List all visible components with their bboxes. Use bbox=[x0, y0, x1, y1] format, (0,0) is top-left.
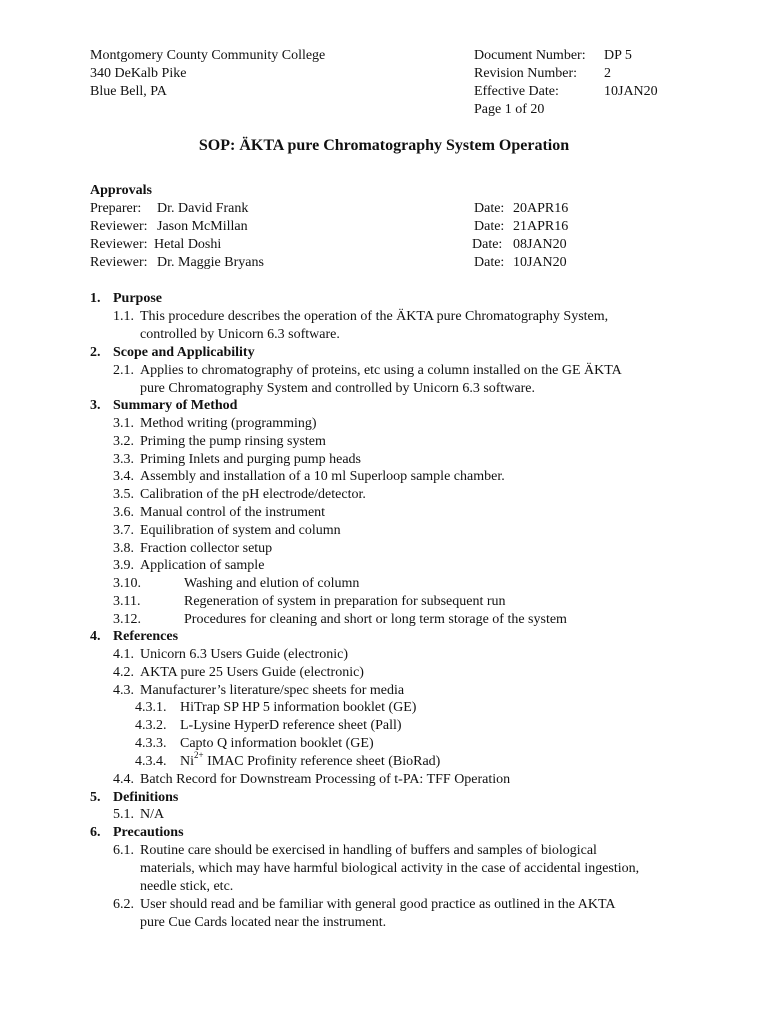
section-number: 3. bbox=[90, 398, 101, 413]
section-number: 5. bbox=[90, 790, 101, 805]
item-text: Applies to chromatography of proteins, etc using a column installed on the GE ÄKTA bbox=[140, 363, 622, 378]
item-number: 6.2. bbox=[113, 897, 134, 912]
item-number: 3.2. bbox=[113, 434, 134, 449]
section-title-scope: Scope and Applicability bbox=[113, 345, 255, 360]
approval-date-label: Date: bbox=[472, 237, 503, 252]
item-text: Application of sample bbox=[140, 558, 265, 573]
approval-role: Reviewer: bbox=[90, 237, 148, 252]
item-text: pure Cue Cards located near the instrument. bbox=[140, 915, 387, 930]
item-text: Batch Record for Downstream Processing of t-PA: TFF Operation bbox=[140, 772, 511, 787]
approval-name: Jason McMillan bbox=[157, 219, 248, 234]
item-number: 4.3. bbox=[113, 683, 134, 698]
item-text: Regeneration of system in preparation for subsequent run bbox=[184, 594, 506, 609]
approval-date: 08JAN20 bbox=[513, 237, 567, 252]
item-text: Assembly and installation of a 10 ml Superloop sample chamber. bbox=[140, 469, 505, 484]
subitem-text-rest: IMAC Profinity reference sheet (BioRad) bbox=[203, 754, 441, 769]
subitem-number: 4.3.4. bbox=[135, 754, 167, 769]
doc-number-value: DP 5 bbox=[604, 48, 632, 63]
subitem-text bbox=[180, 750, 441, 771]
item-number: 3.8. bbox=[113, 541, 134, 556]
section-title-summary: Summary of Method bbox=[113, 398, 238, 413]
item-number: 4.2. bbox=[113, 665, 134, 680]
approvals-heading: Approvals bbox=[90, 183, 152, 198]
item-number: 3.11. bbox=[113, 594, 141, 609]
item-text: Manufacturer’s literature/spec sheets for media bbox=[140, 683, 405, 698]
item-number: 4.1. bbox=[113, 647, 134, 662]
institution-address: 340 DeKalb Pike bbox=[90, 66, 187, 81]
item-number: 1.1. bbox=[113, 309, 134, 324]
item-text: needle stick, etc. bbox=[140, 879, 234, 894]
doc-number-label: Document Number: bbox=[474, 48, 586, 63]
item-number: 5.1. bbox=[113, 807, 134, 822]
item-text: N/A bbox=[140, 807, 165, 822]
nickel-symbol: Ni bbox=[180, 754, 194, 769]
item-number: 3.4. bbox=[113, 469, 134, 484]
revision-label: Revision Number: bbox=[474, 66, 578, 81]
item-text: Manual control of the instrument bbox=[140, 505, 326, 520]
item-text: User should read and be familiar with general good practice as outlined in the AKTA bbox=[140, 897, 616, 912]
approval-date-label: Date: bbox=[474, 201, 505, 216]
effective-date-label: Effective Date: bbox=[474, 84, 559, 99]
section-title-purpose: Purpose bbox=[113, 291, 162, 306]
item-text: pure Chromatography System and controlled by Unicorn 6.3 software. bbox=[140, 381, 536, 396]
approval-name: Hetal Doshi bbox=[154, 237, 222, 252]
item-text: AKTA pure 25 Users Guide (electronic) bbox=[140, 665, 364, 680]
item-number: 6.1. bbox=[113, 843, 134, 858]
approval-role: Reviewer: bbox=[90, 255, 148, 270]
item-text: Priming Inlets and purging pump heads bbox=[140, 452, 361, 467]
section-title-definitions: Definitions bbox=[113, 790, 179, 805]
section-title-precautions: Precautions bbox=[113, 825, 184, 840]
section-number: 4. bbox=[90, 629, 101, 644]
item-number: 3.12. bbox=[113, 612, 141, 627]
approval-date: 20APR16 bbox=[513, 201, 569, 216]
approval-name: Dr. David Frank bbox=[157, 201, 249, 216]
item-number: 3.6. bbox=[113, 505, 134, 520]
revision-value: 2 bbox=[604, 66, 611, 81]
item-number: 3.9. bbox=[113, 558, 134, 573]
section-title-references: References bbox=[113, 629, 179, 644]
approval-date-label: Date: bbox=[474, 219, 505, 234]
item-number: 4.4. bbox=[113, 772, 134, 787]
section-number: 1. bbox=[90, 291, 101, 306]
item-number: 3.10. bbox=[113, 576, 141, 591]
subitem-text: L-Lysine HyperD reference sheet (Pall) bbox=[180, 718, 402, 733]
section-number: 6. bbox=[90, 825, 101, 840]
document-title: SOP: ÄKTA pure Chromatography System Operation bbox=[198, 137, 570, 154]
item-text: Procedures for cleaning and short or long term storage of the system bbox=[184, 612, 567, 627]
item-text: Method writing (programming) bbox=[140, 416, 317, 431]
subitem-text: HiTrap SP HP 5 information booklet (GE) bbox=[180, 700, 417, 715]
approval-role: Reviewer: bbox=[90, 219, 148, 234]
institution-city: Blue Bell, PA bbox=[90, 84, 167, 99]
subitem-number: 4.3.2. bbox=[135, 718, 167, 733]
approval-date: 21APR16 bbox=[513, 219, 569, 234]
section-number: 2. bbox=[90, 345, 101, 360]
item-number: 3.3. bbox=[113, 452, 134, 467]
approval-name: Dr. Maggie Bryans bbox=[157, 255, 264, 270]
item-text: Priming the pump rinsing system bbox=[140, 434, 326, 449]
item-text: Washing and elution of column bbox=[184, 576, 360, 591]
item-text: Unicorn 6.3 Users Guide (electronic) bbox=[140, 647, 348, 662]
page-number: Page 1 of 20 bbox=[474, 102, 545, 117]
item-text: This procedure describes the operation of the ÄKTA pure Chromatography System, bbox=[140, 309, 609, 324]
item-text: Routine care should be exercised in handling of buffers and samples of biological bbox=[140, 843, 597, 858]
approval-role: Preparer: bbox=[90, 201, 142, 216]
item-number: 3.1. bbox=[113, 416, 134, 431]
item-text: Fraction collector setup bbox=[140, 541, 273, 556]
item-text: controlled by Unicorn 6.3 software. bbox=[140, 327, 340, 342]
item-number: 3.7. bbox=[113, 523, 134, 538]
charge-superscript: 2+ bbox=[194, 750, 204, 761]
subitem-text: Capto Q information booklet (GE) bbox=[180, 736, 374, 751]
item-number: 2.1. bbox=[113, 363, 134, 378]
item-number: 3.5. bbox=[113, 487, 134, 502]
subitem-number: 4.3.3. bbox=[135, 736, 167, 751]
subitem-number: 4.3.1. bbox=[135, 700, 167, 715]
item-text: Equilibration of system and column bbox=[140, 523, 341, 538]
approval-date: 10JAN20 bbox=[513, 255, 567, 270]
approval-date-label: Date: bbox=[474, 255, 505, 270]
item-text: Calibration of the pH electrode/detector. bbox=[140, 487, 366, 502]
institution-name: Montgomery County Community College bbox=[90, 48, 326, 63]
effective-date-value: 10JAN20 bbox=[604, 84, 658, 99]
item-text: materials, which may have harmful biological activity in the case of accidental ingestion, bbox=[140, 861, 640, 876]
